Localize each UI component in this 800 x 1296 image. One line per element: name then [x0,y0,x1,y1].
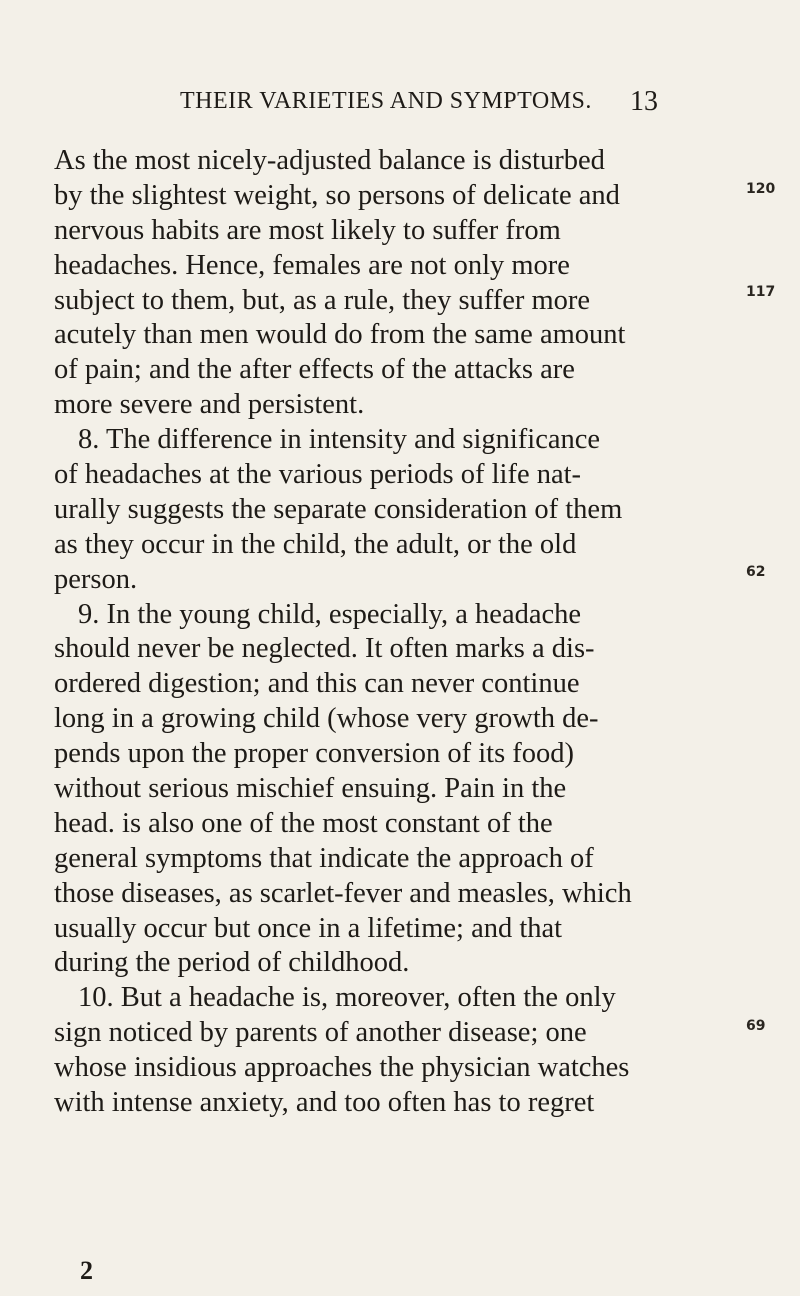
margin-reference-number: 117 [746,284,776,300]
text-line: more severe and persistent. [54,389,365,421]
paragraph-8-start: 8. The difference in intensity and significance [78,424,601,456]
running-head [180,88,680,115]
text-line: during the period of childhood. [54,947,410,979]
text-line: nervous habits are most likely to suffer from [54,214,561,246]
text-line: should never be neglected. It often marks a dis- [54,633,595,665]
text-line: urally suggests the separate consideration of them [54,493,623,525]
page-number: 13 [630,86,658,117]
margin-reference-number: 62 [746,564,766,580]
text-line: without serious mischief ensuing. Pain in the [54,773,567,805]
text-line: sign noticed by parents of another disease; one [54,1017,587,1049]
text-line: general symptoms that indicate the approach of [54,842,594,874]
text-line: pends upon the proper conversion of its food) [54,738,575,770]
text-line: those diseases, as scarlet-fever and measles, which [54,877,632,909]
text-line: of pain; and the after effects of the attacks are [54,354,575,386]
text-line: of headaches at the various periods of life nat- [54,459,582,491]
text-line: ordered digestion; and this can never continue [54,668,580,700]
text-line: subject to them, but, as a rule, they suffer more [54,284,591,316]
paragraph-9-start: 9. In the young child, especially, a headache [78,598,582,630]
text-line: As the most nicely-adjusted balance is disturbed [54,145,605,176]
signature-mark: 2 [80,1256,93,1285]
text-line: acutely than men would do from the same amount [54,319,626,351]
text-line: as they occur in the child, the adult, or the old [54,528,577,560]
text-line: by the slightest weight, so persons of delicate and [54,179,620,211]
text-line: usually occur but once in a lifetime; and that [54,912,563,944]
running-title: THEIR VARIETIES AND SYMPTOMS. [180,88,592,114]
text-line: head. is also one of the most constant of the [54,807,553,839]
text-line: long in a growing child (whose very growth de- [54,703,599,735]
text-line: person. [54,563,138,595]
text-line: headaches. Hence, females are not only more [54,249,570,281]
body-text [54,144,744,1121]
text-line: whose insidious approaches the physician watches [54,1052,630,1084]
margin-reference-number: 69 [746,1018,766,1034]
text-line: with intense anxiety, and too often has to regret [54,1087,595,1119]
margin-reference-number: 120 [746,181,776,197]
paragraph-10-start: 10. But a headache is, moreover, often the only [78,982,616,1014]
